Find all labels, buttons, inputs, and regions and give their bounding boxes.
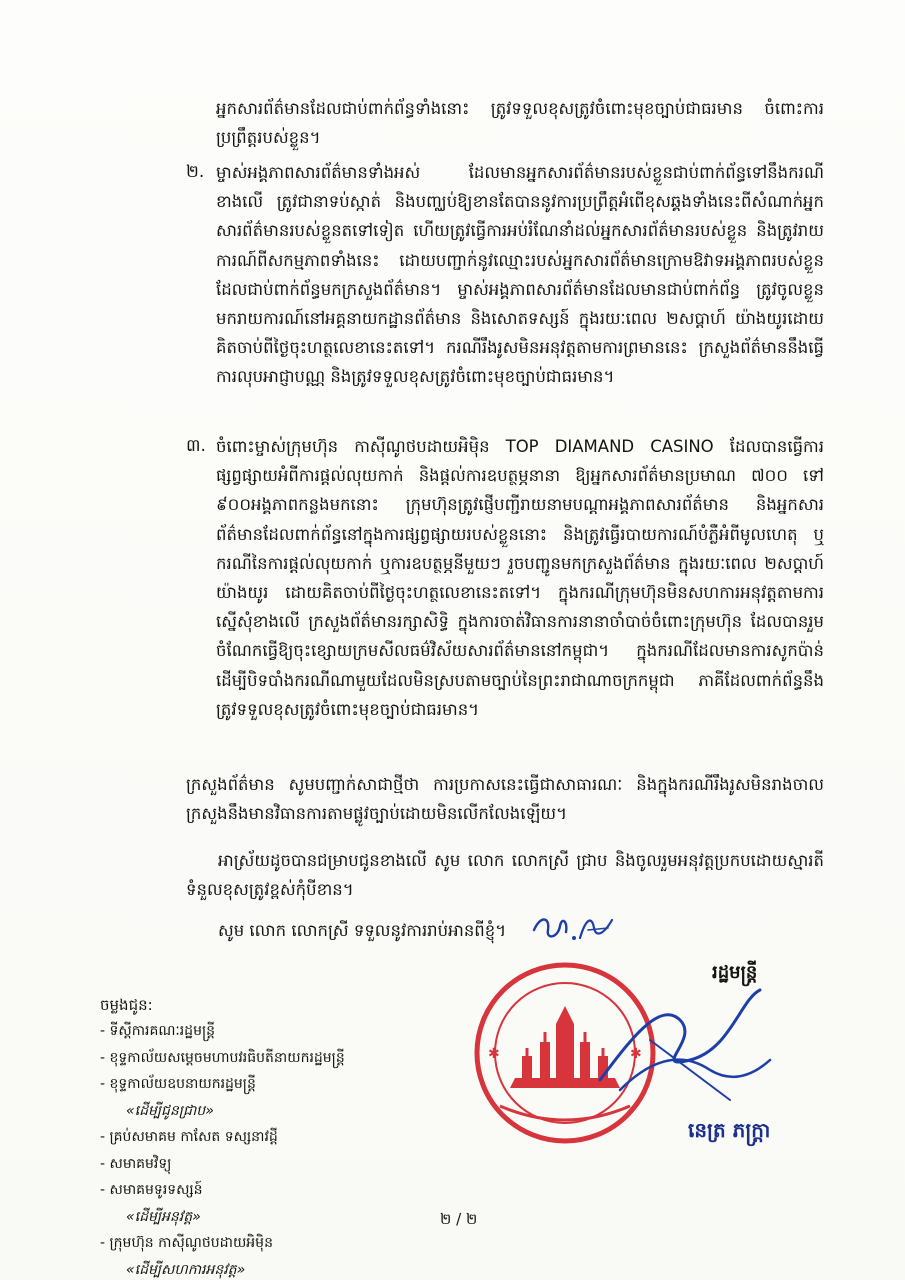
- copy-line: - សមាគមទូរទស្សន៍: [100, 1177, 460, 1204]
- copies-list: [100, 992, 460, 1283]
- request-paragraph: អាស្រ័យដូចបានជម្រាបជូនខាងលើ សូម លោក លោកស្រី ជ្រាប និងចូលរួមអនុវត្តប្រកបដោយស្មារតីទំនួលខុសត្រូវខ្ពស់កុំបីខាន។: [186, 846, 824, 906]
- copy-note: «ដើម្បីសហការអនុវត្ត»: [100, 1257, 460, 1283]
- copy-note: «ដើម្បីអនុវត្ត»: [100, 1204, 460, 1231]
- signer-name: នេត្រ ភក្ត្រា: [688, 1115, 770, 1145]
- initials-mark: [528, 908, 618, 948]
- notice-paragraph: ក្រសួងព័ត៌មាន សូមបញ្ជាក់សាជាថ្មីថា ការប្រកាសនេះធ្វើជាសាធារណៈ និងក្នុងករណីរឹងរូសមិនរាងចាល ក្រសួងនឹងមានវិធានការតាមផ្លូវច្បាប់ដោយមិនលើកលែងឡើយ។: [186, 770, 824, 830]
- signature-mark: [590, 960, 790, 1110]
- copy-line: - ខុទ្ទកាល័យឧបនាយករដ្ឋមន្ត្រី: [100, 1071, 460, 1098]
- item-2-text: ម្ចាស់អង្គភាពសារព័ត៌មានទាំងអស់ ដែលមានអ្នកសារព័ត៌មានរបស់ខ្លួនជាប់ពាក់ព័ន្ធទៅនឹងករណីខាងលើ ត្រូវជានាទប់ស្កាត់ និងបញ្ឈប់ឱ្យខានតែបាននូវការប្រព្រឹត្តអំពើខុសឆ្គងទាំងនេះពីសំណាក់អ្នកសារព័ត៌មានរបស់ខ្លួនតទៅទៀត ហើយត្រូវធ្វើការអប់រំណែនាំដល់អ្នកសារព័ត៌មានរបស់ខ្លួន និងត្រូវរាយការណ៍ពីសកម្មភាពទាំងនេះ ដោយបញ្ជាក់នូវឈ្មោះរបស់អ្នកសារព័ត៌មានក្រោមឱវាទអង្គភាពរបស់ខ្លួន ដែលជាប់ពាក់ព័ន្ធមកក្រសួងព័ត៌មាន។ ម្ចាស់អង្គភាពសារព័ត៌មានដែលមានជាប់ពាក់ព័ន្ធ ត្រូវចូលខ្លួនមករាយការណ៍នៅអគ្គនាយកដ្ឋានព័ត៌មាន និងសោតទស្សន៍ ក្នុងរយៈពេល ២សប្តាហ៍ យ៉ាងយូរដោយគិតចាប់ពីថ្ងៃចុះហត្ថលេខានេះតទៅ។ ករណីរឹងរូសមិនអនុវត្តតាមការព្រមាននេះ ក្រសួងព័ត៌មាននឹងធ្វើការលុបអាជ្ញាបណ្ណ និងត្រូវទទួលខុសត្រូវចំពោះមុខច្បាប់ជាធរមាន។: [216, 158, 824, 450]
- copy-line: - ទីស្តីការគណៈរដ្ឋមន្ត្រី: [100, 1018, 460, 1045]
- copy-line: - ខុទ្ទកាល័យសម្តេចមហាបវរធិបតីនាយករដ្ឋមន្ត្រី: [100, 1045, 460, 1072]
- item-3-text: ចំពោះម្ចាស់ក្រុមហ៊ុន កាស៊ីណូថបដាយអិម៉ិន TOP DIAMAND CASINO ដែលបានធ្វើការផ្សព្វផ្សាយអំពីការផ្តល់លុយកាក់ និងផ្តល់ការឧបត្ថម្ភនានា ឱ្យអ្នកសារព័ត៌មានប្រមាណ ៧០០ ទៅ ៩០០អង្គភាពកន្លងមកនោះ ក្រុមហ៊ុនត្រូវផ្ញើបញ្ជីរាយនាមបណ្តាអង្គភាពសារព័ត៌មាន និងអ្នកសារព័ត៌មានដែលពាក់ព័ន្ធនៅក្នុងការផ្សព្វផ្សាយរបស់ខ្លួននោះ និងត្រូវធ្វើរបាយការណ៍បំភ្លឺអំពីមូលហេតុ ឬករណីនៃការផ្តល់លុយកាក់ ឬការឧបត្ថម្ភនីមួយៗ រួចបញ្ជូនមកក្រសួងព័ត៌មាន ក្នុងរយៈពេល ២សប្តាហ៍យ៉ាងយូរ ដោយគិតចាប់ពីថ្ងៃចុះហត្ថលេខានេះតទៅ។ ក្នុងករណីក្រុមហ៊ុនមិនសហការអនុវត្តតាមការស្នើសុំខាងលើ ក្រសួងព័ត៌មានរក្សាសិទ្ធិ ក្នុងការចាត់វិធានការនានាចាំបាច់ចំពោះក្រុមហ៊ុន ដែលបានរួមចំណែកធ្វើឱ្យចុះខ្សោយក្រមសីលធម៌វិស័យសារព័ត៌មាននៅកម្ពុជា។ ក្នុងករណីដែលមានការសូកប៉ាន់ដើម្បីបិទបាំងករណីណាមួយដែលមិនស្របតាមច្បាប់នៃព្រះរាជាណាចក្រកម្ពុជា ភាគីដែលពាក់ព័ន្ធនឹងត្រូវទទួលខុសត្រូវចំពោះមុខច្បាប់ជាធរមាន។: [216, 432, 824, 760]
- copy-note: «ដើម្បីជូនជ្រាប»: [100, 1098, 460, 1125]
- item-3-number: ៣.: [186, 432, 206, 461]
- copy-line: - សមាគមវិទ្យុ: [100, 1151, 460, 1178]
- copies-title: ចម្លងជូន:: [100, 992, 460, 1018]
- signer-title: រដ្ឋមន្ត្រី: [712, 960, 757, 986]
- copy-line: - គ្រប់សមាគម កាសែត ទស្សនាវដ្តី: [100, 1124, 460, 1151]
- page-number: ២ / ២: [440, 1208, 477, 1230]
- item-2-number: ២.: [186, 158, 204, 187]
- closing-line: សូម លោក លោកស្រី ទទួលនូវការរាប់អានពីខ្ញុំ។: [218, 916, 538, 946]
- svg-text:✱: ✱: [630, 1046, 642, 1062]
- svg-text:✱: ✱: [488, 1046, 500, 1062]
- continued-paragraph: អ្នកសារព័ត៌មានដែលជាប់ពាក់ព័ន្ធទាំងនោះ ត្រូវទទួលខុសត្រូវចំពោះមុខច្បាប់ជាធរមាន ចំពោះការប្រព្រឹត្តរបស់ខ្លួន។: [216, 94, 824, 154]
- copy-line: - ក្រុមហ៊ុន កាស៊ីណូថបដាយអិម៉ិន: [100, 1230, 460, 1257]
